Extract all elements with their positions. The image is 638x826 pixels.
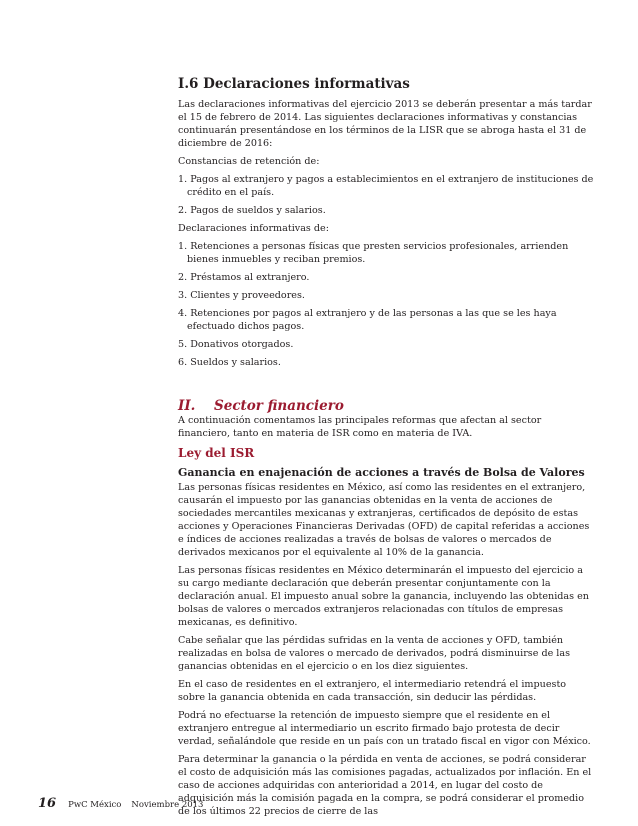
list-item: 2. Préstamos al extranjero.: [178, 272, 310, 283]
constancias-heading: Constancias de retención de:: [178, 156, 320, 167]
paragraph: Las personas físicas residentes en México, así como las residentes en el extranjero, causarán el impuesto por las ganancias obtenidas en la venta de acciones de sociedades mercantiles mexicanas y extranjeras, certificados de depósito de estas acciones y Operaciones Financieras Derivadas (OFD) de capital referidas a acciones e índices de acciones realizadas a través de bolsas de valores o mercados de derivados mexicanos por el equivalente al 10% de la ganancia.: [178, 482, 590, 558]
subsection-title: Ganancia en enajenación de acciones a través de Bolsa de Valores: [178, 466, 585, 479]
law-title: Ley del ISR: [178, 446, 255, 460]
page-footer: [38, 796, 438, 814]
paragraph: Las personas físicas residentes en México determinarán el impuesto del ejercicio a su cargo mediante declaración que deberán presentar conjuntamente con la declaración anual. El impuesto anual sobre la ganancia, incluyendo las obtenidas en bolsas de valores o mercados extranjeros relacionadas con títulos de empresas mexicanas, es definitivo.: [178, 565, 589, 628]
list-item: 5. Donativos otorgados.: [178, 339, 294, 350]
paragraph: En el caso de residentes en el extranjero, el intermediario retendrá el impuesto sobre la ganancia obtenida en cada transacción, sin deducir las pérdidas.: [178, 679, 567, 703]
part-intro: A continuación comentamos las principales reformas que afectan al sector financiero, tanto en materia de ISR como en materia de IVA.: [178, 415, 542, 439]
paragraph: Podrá no efectuarse la retención de impuesto siempre que el residente en el extranjero entregue al intermediario un escrito firmado bajo protesta de decir verdad, señalándole que reside en un país con un tratado fiscal en vigor con México.: [178, 710, 591, 747]
main-content: [178, 76, 594, 823]
section-title: I.6 Declaraciones informativas: [178, 76, 410, 92]
list-item: 6. Sueldos y salarios.: [178, 357, 281, 368]
footer-date: Noviembre 2013: [131, 800, 204, 810]
part-number: II.: [178, 398, 196, 414]
page-number: 16: [38, 796, 57, 811]
list-item: 3. Clientes y proveedores.: [178, 290, 305, 301]
list-item: 2. Pagos de sueldos y salarios.: [178, 205, 326, 216]
list-item: 1. Pagos al extranjero y pagos a establecimientos en el extranjero de instituciones de crédito en el país.: [178, 174, 594, 198]
section-intro: Las declaraciones informativas del ejercicio 2013 se deberán presentar a más tardar el 15 de febrero de 2014. Las siguientes declaraciones informativas y constancias continuarán presentándose en los términos de la LISR que se abroga hasta el 31 de diciembre de 2016:: [178, 99, 592, 149]
part-heading: [178, 398, 594, 414]
list-item: 4. Retenciones por pagos al extranjero y de las personas a las que se les haya efectuado dichos pagos.: [178, 308, 557, 332]
spacer: [178, 374, 594, 398]
declaraciones-heading: Declaraciones informativas de:: [178, 223, 329, 234]
paragraph: Para determinar la ganancia o la pérdida en venta de acciones, se podrá considerar el costo de adquisición más las comisiones pagadas, actualizados por inflación. En el caso de acciones adquiridas con anterioridad a 2014, en lugar del costo de adquisición más la comisión pagada en la compra, se podrá considerar el promedio de los últimos 22 precios de cierre de las: [178, 754, 592, 817]
paragraph: Cabe señalar que las pérdidas sufridas en la venta de acciones y OFD, también realizadas en bolsa de valores o mercado de derivados, podrá disminuirse de las ganancias obtenidas en el ejercicio o en los diez siguientes.: [178, 635, 571, 672]
list-item: 1. Retenciones a personas físicas que presten servicios profesionales, arrienden bienes inmuebles y reciban premios.: [178, 241, 569, 265]
footer-brand: PwC México: [68, 800, 122, 810]
part-title: Sector financiero: [214, 398, 344, 414]
